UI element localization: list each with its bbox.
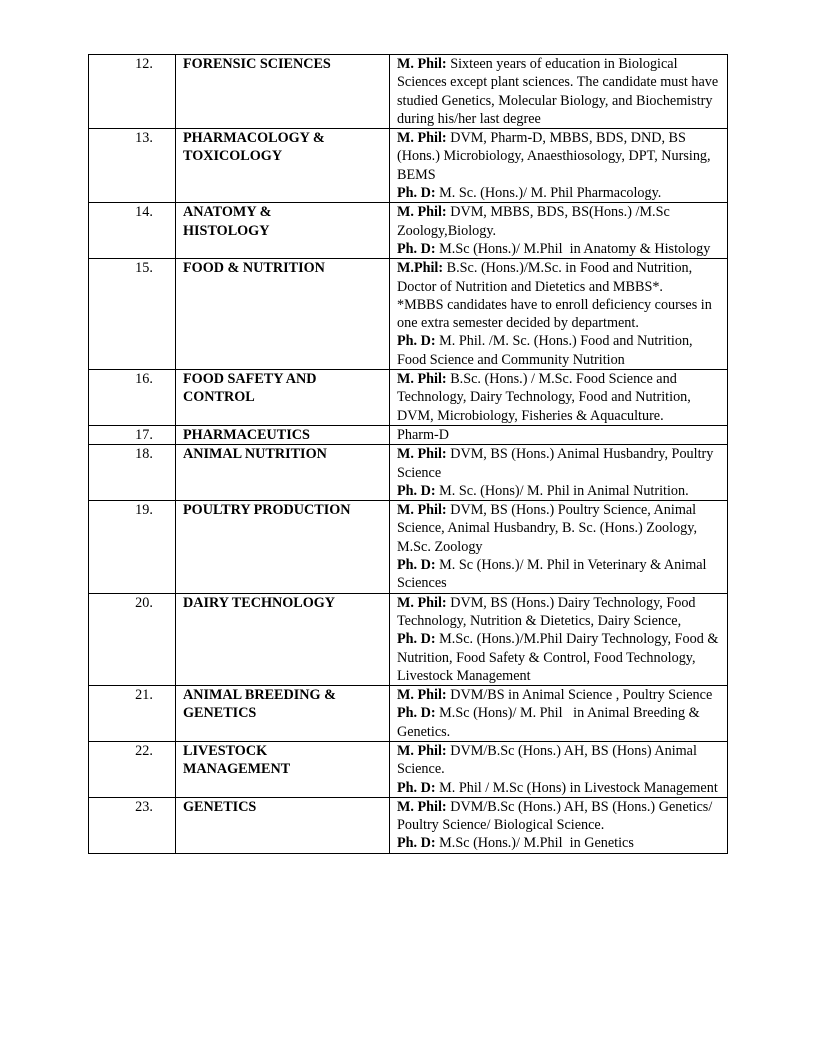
program-name: PHARMACEUTICS <box>183 426 310 443</box>
eligibility-entry <box>397 296 721 333</box>
program-name: FOOD SAFETY AND CONTROL <box>183 371 317 406</box>
program-name: FOOD & NUTRITION <box>183 260 325 277</box>
row-number: 15. <box>135 260 153 277</box>
eligibility-cell <box>390 501 728 593</box>
admission-requirements-table <box>88 54 728 854</box>
eligibility-entry <box>397 742 721 779</box>
table-row <box>89 445 728 501</box>
degree-label: M. Phil: <box>397 742 447 759</box>
eligibility-cell <box>390 797 728 853</box>
eligibility-text: M. Sc. (Hons)/ M. Phil in Animal Nutrition. <box>435 482 689 499</box>
row-number-cell <box>89 259 176 370</box>
eligibility-entry <box>397 240 721 258</box>
row-number: 12. <box>135 56 153 72</box>
row-number-cell <box>89 203 176 259</box>
eligibility-text: M. Sc (Hons.)/ M. Phil in Veterinary & Animal Sciences <box>397 557 711 592</box>
eligibility-entry <box>397 426 721 444</box>
eligibility-text: DVM/BS in Animal Science , Poultry Science <box>446 687 713 704</box>
program-cell <box>176 593 390 685</box>
program-cell <box>176 501 390 593</box>
degree-label: Ph. D: <box>397 631 436 648</box>
row-number: 13. <box>135 130 153 147</box>
eligibility-cell <box>390 593 728 685</box>
row-number: 19. <box>135 502 153 519</box>
eligibility-entry <box>397 798 721 835</box>
eligibility-entry <box>397 630 721 685</box>
eligibility-entry <box>397 556 721 593</box>
row-number-cell <box>89 501 176 593</box>
eligibility-entry <box>397 259 721 296</box>
row-number-cell <box>89 686 176 742</box>
eligibility-entry <box>397 445 721 482</box>
eligibility-entry <box>397 203 721 240</box>
eligibility-cell <box>390 259 728 370</box>
eligibility-text: DVM, BS (Hons.) Animal Husbandry, Poultry Science <box>397 446 717 481</box>
row-number: 18. <box>135 446 153 463</box>
degree-label: Ph. D: <box>397 557 436 574</box>
row-number-cell <box>89 797 176 853</box>
program-name: FORENSIC SCIENCES <box>183 56 331 72</box>
degree-label: M. Phil: <box>397 798 447 815</box>
eligibility-entry <box>397 332 721 369</box>
degree-label: Ph. D: <box>397 185 436 202</box>
degree-label: M. Phil: <box>397 204 447 221</box>
row-number-cell <box>89 445 176 501</box>
program-name: PHARMACOLOGY & TOXICOLOGY <box>183 130 325 165</box>
degree-label: Ph. D: <box>397 779 436 796</box>
eligibility-entry <box>397 834 721 852</box>
degree-label: Ph. D: <box>397 705 436 722</box>
eligibility-entry <box>397 686 721 704</box>
row-number: 22. <box>135 742 153 759</box>
row-number-cell <box>89 370 176 426</box>
eligibility-text: *MBBS candidates have to enroll deficiency courses in one extra semester decided by department. <box>397 296 716 332</box>
program-name: ANIMAL BREEDING & GENETICS <box>183 687 336 722</box>
eligibility-cell <box>390 686 728 742</box>
program-name: DAIRY TECHNOLOGY <box>183 594 336 611</box>
eligibility-cell <box>390 370 728 426</box>
degree-label: Ph. D: <box>397 835 436 852</box>
eligibility-text: M. Sc. (Hons.)/ M. Phil Pharmacology. <box>435 185 662 202</box>
program-name: ANIMAL NUTRITION <box>183 446 327 463</box>
degree-label: M. Phil: <box>397 371 447 388</box>
program-name: POULTRY PRODUCTION <box>183 502 351 519</box>
eligibility-entry <box>397 779 721 797</box>
program-cell <box>176 129 390 203</box>
row-number-cell <box>89 593 176 685</box>
eligibility-text: DVM/B.Sc (Hons.) AH, BS (Hons) Animal Science. <box>397 742 701 778</box>
eligibility-text: Pharm-D <box>397 426 450 443</box>
degree-label: M. Phil: <box>397 130 447 147</box>
eligibility-text: M. Phil / M.Sc (Hons) in Livestock Management <box>435 779 718 796</box>
degree-label: Ph. D: <box>397 333 436 350</box>
table-row <box>89 55 728 129</box>
table-row <box>89 593 728 685</box>
eligibility-text: DVM, BS (Hons.) Dairy Technology, Food Technology, Nutrition & Dietetics, Dairy Science, <box>397 594 699 629</box>
degree-label: Ph. D: <box>397 482 436 499</box>
eligibility-cell <box>390 203 728 259</box>
eligibility-entry <box>397 184 721 202</box>
eligibility-entry <box>397 704 721 741</box>
eligibility-text: B.Sc. (Hons.)/M.Sc. in Food and Nutrition, Doctor of Nutrition and Dietetics and MBBS*. <box>397 260 696 295</box>
table-row <box>89 129 728 203</box>
eligibility-entry <box>397 501 721 556</box>
table-row <box>89 425 728 444</box>
degree-label: M. Phil: <box>397 687 447 704</box>
table-row <box>89 370 728 426</box>
program-cell <box>176 55 390 129</box>
program-cell <box>176 445 390 501</box>
row-number: 16. <box>135 371 153 388</box>
program-cell <box>176 425 390 444</box>
row-number-cell <box>89 129 176 203</box>
program-name: GENETICS <box>183 798 257 815</box>
degree-label: M. Phil: <box>397 446 447 463</box>
eligibility-entry <box>397 482 721 500</box>
eligibility-text: M. Phil. /M. Sc. (Hons.) Food and Nutrition, Food Science and Community Nutrition <box>397 333 697 368</box>
eligibility-entry <box>397 129 721 184</box>
eligibility-text: M.Sc. (Hons.)/M.Phil Dairy Technology, Food & Nutrition, Food Safety & Control, Food Technology, Livestock Management <box>397 631 722 684</box>
program-cell <box>176 797 390 853</box>
eligibility-cell <box>390 129 728 203</box>
eligibility-entry <box>397 55 721 128</box>
eligibility-text: Sixteen years of education in Biological Sciences except plant sciences. The candidate must have studied Genetics, Molecular Biology, and Biochemistry during his/her last degree <box>397 56 722 127</box>
row-number: 14. <box>135 204 153 221</box>
eligibility-text: M.Sc (Hons.)/ M.Phil in Genetics <box>435 835 634 852</box>
program-cell <box>176 686 390 742</box>
degree-label: M.Phil: <box>397 260 444 277</box>
row-number-cell <box>89 55 176 129</box>
program-cell <box>176 203 390 259</box>
eligibility-text: B.Sc. (Hons.) / M.Sc. Food Science and Technology, Dairy Technology, Food and Nutrition, DVM, Microbiology, Fisheries & Aquaculture. <box>397 371 695 424</box>
eligibility-cell <box>390 55 728 129</box>
degree-label: Ph. D: <box>397 240 436 257</box>
table-row <box>89 741 728 797</box>
eligibility-entry <box>397 594 721 631</box>
eligibility-text: DVM/B.Sc (Hons.) AH, BS (Hons.) Genetics/ Poultry Science/ Biological Science. <box>397 798 716 834</box>
row-number: 17. <box>135 426 153 443</box>
degree-label: M. Phil: <box>397 56 447 72</box>
eligibility-entry <box>397 370 721 425</box>
eligibility-text: DVM, BS (Hons.) Poultry Science, Animal Science, Animal Husbandry, B. Sc. (Hons.) Zoology, M.Sc. Zoology <box>397 502 701 555</box>
eligibility-text: M.Sc (Hons.)/ M.Phil in Anatomy & Histology <box>435 240 711 257</box>
program-cell <box>176 259 390 370</box>
table-row <box>89 797 728 853</box>
row-number-cell <box>89 425 176 444</box>
program-name: ANATOMY & HISTOLOGY <box>183 204 272 239</box>
eligibility-cell <box>390 741 728 797</box>
program-cell <box>176 741 390 797</box>
table-row <box>89 203 728 259</box>
program-name: LIVESTOCK MANAGEMENT <box>183 742 291 778</box>
row-number: 20. <box>135 594 153 611</box>
degree-label: M. Phil: <box>397 594 447 611</box>
program-cell <box>176 370 390 426</box>
eligibility-cell <box>390 445 728 501</box>
eligibility-text: M.Sc (Hons)/ M. Phil in Animal Breeding & Genetics. <box>397 705 704 740</box>
row-number: 21. <box>135 687 153 704</box>
degree-label: M. Phil: <box>397 502 447 519</box>
eligibility-cell <box>390 425 728 444</box>
eligibility-text: DVM, MBBS, BDS, BS(Hons.) /M.Sc Zoology,Biology. <box>397 204 674 239</box>
row-number: 23. <box>135 798 153 815</box>
eligibility-text: DVM, Pharm-D, MBBS, BDS, DND, BS (Hons.) Microbiology, Anaesthiosology, DPT, Nursing, BEMS <box>397 130 715 183</box>
table-row <box>89 259 728 370</box>
table-row <box>89 686 728 742</box>
row-number-cell <box>89 741 176 797</box>
table-row <box>89 501 728 593</box>
table-body <box>89 55 728 854</box>
